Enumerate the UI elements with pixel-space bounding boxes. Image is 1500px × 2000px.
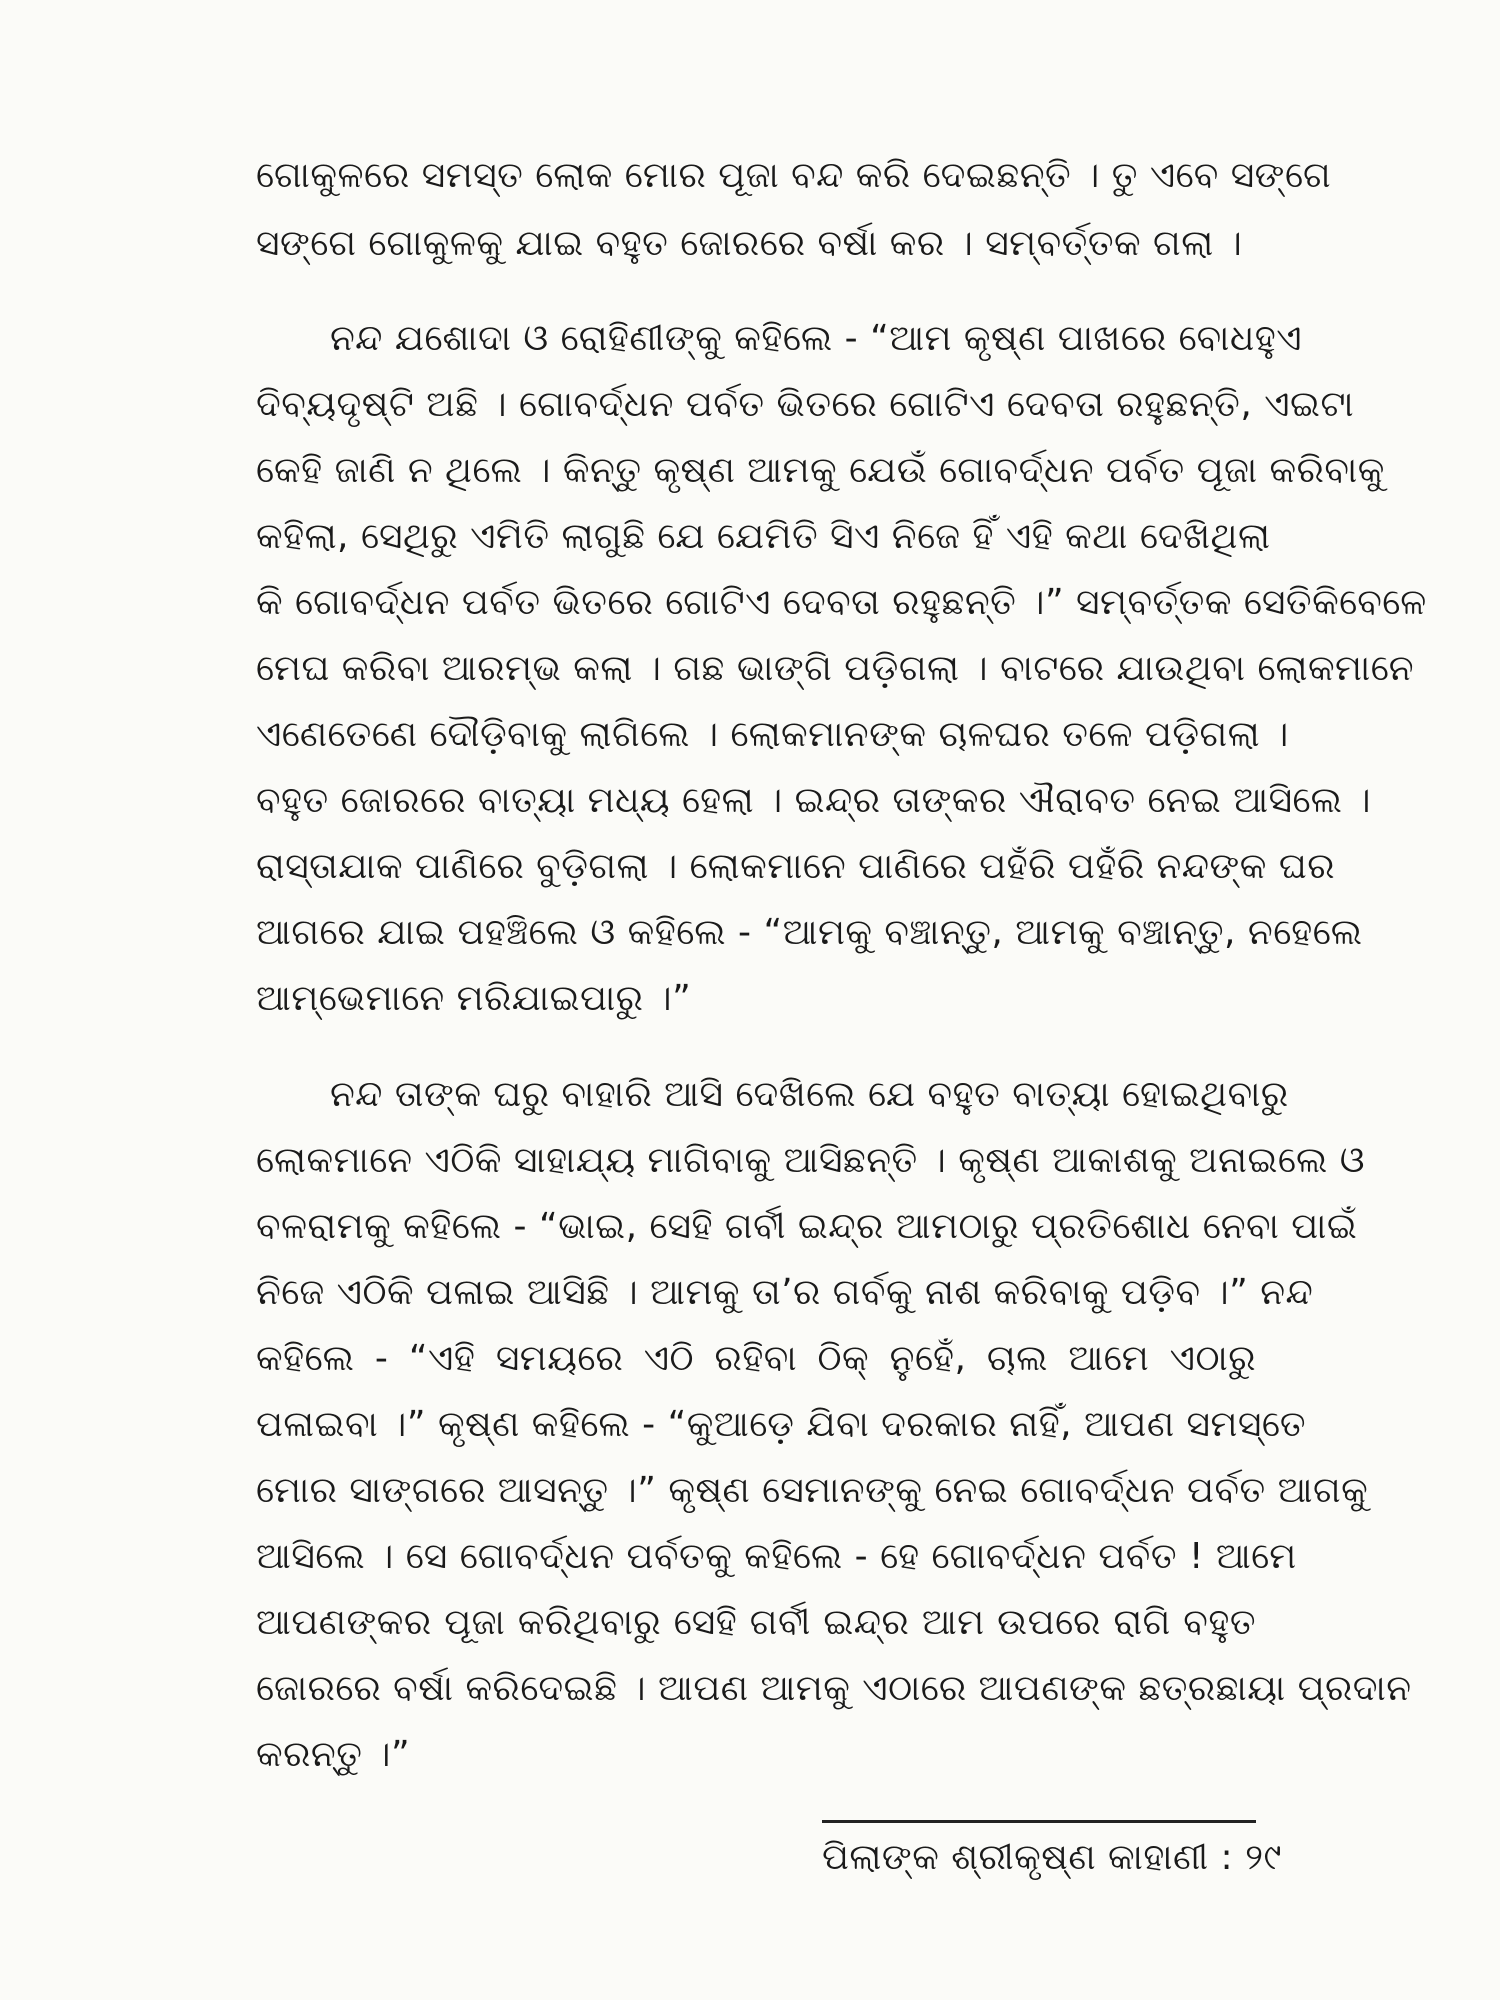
text-line: କହିଲା, ସେଥିରୁ ଏମିତି ଲାଗୁଛି ଯେ ଯେମିତି ସିଏ ନିଜେ ହିଁ ଏହି କଥା ଦେଖିଥିଲା: [256, 516, 1271, 557]
text-line: କହିଲେ - “ଏହି ସମୟରେ ଏଠି ରହିବା ଠିକ୍ ନୁହେଁ, ଚାଲ ଆମେ ଏଠାରୁ: [256, 1338, 1256, 1379]
text-line: କି ଗୋବର୍ଦ୍ଧନ ପର୍ବତ ଭିତରେ ଗୋଟିଏ ଦେବତା ରହୁଛନ୍ତି ।” ସମ୍ବର୍ତ୍ତକ ସେତିକିବେଳେ: [256, 582, 1427, 623]
text-line: ଜୋରରେ ବର୍ଷା କରିଦେଇଛି । ଆପଣ ଆମକୁ ଏଠାରେ ଆପଣଙ୍କ ଛତ୍ରଛାୟା ପ୍ରଦାନ: [256, 1668, 1412, 1709]
text-line: କେହି ଜାଣି ନ ଥିଲେ । କିନ୍ତୁ କୃଷ୍ଣ ଆମକୁ ଯେଉଁ ଗୋବର୍ଦ୍ଧନ ପର୍ବତ ପୂଜା କରିବାକୁ: [256, 450, 1385, 491]
text-line: ଆସିଲେ । ସେ ଗୋବର୍ଦ୍ଧନ ପର୍ବତକୁ କହିଲେ - ହେ ଗୋବର୍ଦ୍ଧନ ପର୍ବତ ! ଆମେ: [256, 1536, 1297, 1577]
text-line: ଗୋକୁଳରେ ସମସ୍ତ ଲୋକ ମୋର ପୂଜା ବନ୍ଦ କରି ଦେଇଛନ୍ତି । ତୁ ଏବେ ସଙ୍ଗେ: [256, 155, 1332, 196]
text-line: ଆଗରେ ଯାଇ ପହଞ୍ଚିଲେ ଓ କହିଲେ - “ଆମକୁ ବଞ୍ଚାନ୍ତୁ, ଆମକୁ ବଞ୍ଚାନ୍ତୁ, ନହେଲେ: [256, 912, 1363, 953]
text-line: ପଳାଇବା ।” କୃଷ୍ଣ କହିଲେ - “କୁଆଡ଼େ ଯିବା ଦରକାର ନାହିଁ, ଆପଣ ସମସ୍ତେ: [256, 1404, 1307, 1445]
text-line: ମେଘ କରିବା ଆରମ୍ଭ କଲା । ଗଛ ଭାଙ୍ଗି ପଡ଼ିଗଲା । ବାଟରେ ଯାଉଥିବା ଲୋକମାନେ: [256, 648, 1415, 689]
text-line: ବହୁତ ଜୋରରେ ବାତ୍ୟା ମଧ୍ୟ ହେଲା । ଇନ୍ଦ୍ର ତାଙ୍କର ଐରାବତ ନେଇ ଆସିଲେ ।: [256, 780, 1372, 821]
text-line: ଆପଣଙ୍କର ପୂଜା କରିଥିବାରୁ ସେହି ଗର୍ବୀ ଇନ୍ଦ୍ର ଆମ ଉପରେ ରାଗି ବହୁତ: [256, 1602, 1256, 1643]
footer-divider: [822, 1820, 1256, 1823]
paragraph-first-line: ନନ୍ଦ ଯଶୋଦା ଓ ରୋହିଣୀଙ୍କୁ କହିଲେ - “ଆମ କୃଷ୍ଣ ପାଖରେ ବୋଧହୁଏ: [330, 318, 1303, 359]
text-line: ନିଜେ ଏଠିକି ପଳାଇ ଆସିଛି । ଆମକୁ ତା’ର ଗର୍ବକୁ ନାଶ କରିବାକୁ ପଡ଼ିବ ।” ନନ୍ଦ: [256, 1272, 1314, 1313]
text-line: ସଙ୍ଗେ ଗୋକୁଳକୁ ଯାଇ ବହୁତ ଜୋରରେ ବର୍ଷା କର । ସମ୍ବର୍ତ୍ତକ ଗଲା ।: [256, 223, 1243, 264]
text-line: ରାସ୍ତାଯାକ ପାଣିରେ ବୁଡ଼ିଗଲା । ଲୋକମାନେ ପାଣିରେ ପହଁରି ପହଁରି ନନ୍ଦଙ୍କ ଘର: [256, 846, 1336, 887]
text-line: ଲୋକମାନେ ଏଠିକି ସାହାଯ୍ୟ ମାଗିବାକୁ ଆସିଛନ୍ତି । କୃଷ୍ଣ ଆକାଶକୁ ଅନାଇଲେ ଓ: [256, 1140, 1366, 1181]
running-footer: ପିଲାଙ୍କ ଶ୍ରୀକୃଷ୍ଣ କାହାଣୀ : ୨୯: [822, 1837, 1282, 1878]
text-line: କରନ୍ତୁ ।”: [256, 1734, 411, 1775]
text-line: ଏଣେତେଣେ ଦୌଡ଼ିବାକୁ ଲାଗିଲେ । ଲୋକମାନଙ୍କ ଚାଳଘର ତଳେ ପଡ଼ିଗଲା ।: [256, 714, 1289, 755]
text-line: ଦିବ୍ୟଦୃଷ୍ଟି ଅଛି । ଗୋବର୍ଦ୍ଧନ ପର୍ବତ ଭିତରେ ଗୋଟିଏ ଦେବତା ରହୁଛନ୍ତି, ଏଇଟା: [256, 384, 1355, 425]
text-line: ଆମ୍ଭେମାନେ ମରିଯାଇପାରୁ ।”: [256, 978, 692, 1019]
paragraph-first-line: ନନ୍ଦ ତାଙ୍କ ଘରୁ ବାହାରି ଆସି ଦେଖିଲେ ଯେ ବହୁତ ବାତ୍ୟା ହୋଇଥିବାରୁ: [330, 1074, 1289, 1115]
text-line: ବଳରାମକୁ କହିଲେ - “ଭାଇ, ସେହି ଗର୍ବୀ ଇନ୍ଦ୍ର ଆମଠାରୁ ପ୍ରତିଶୋଧ ନେବା ପାଇଁ: [256, 1206, 1358, 1247]
text-line: ମୋର ସାଙ୍ଗରେ ଆସନ୍ତୁ ।” କୃଷ୍ଣ ସେମାନଙ୍କୁ ନେଇ ଗୋବର୍ଦ୍ଧନ ପର୍ବତ ଆଗକୁ: [256, 1470, 1369, 1511]
